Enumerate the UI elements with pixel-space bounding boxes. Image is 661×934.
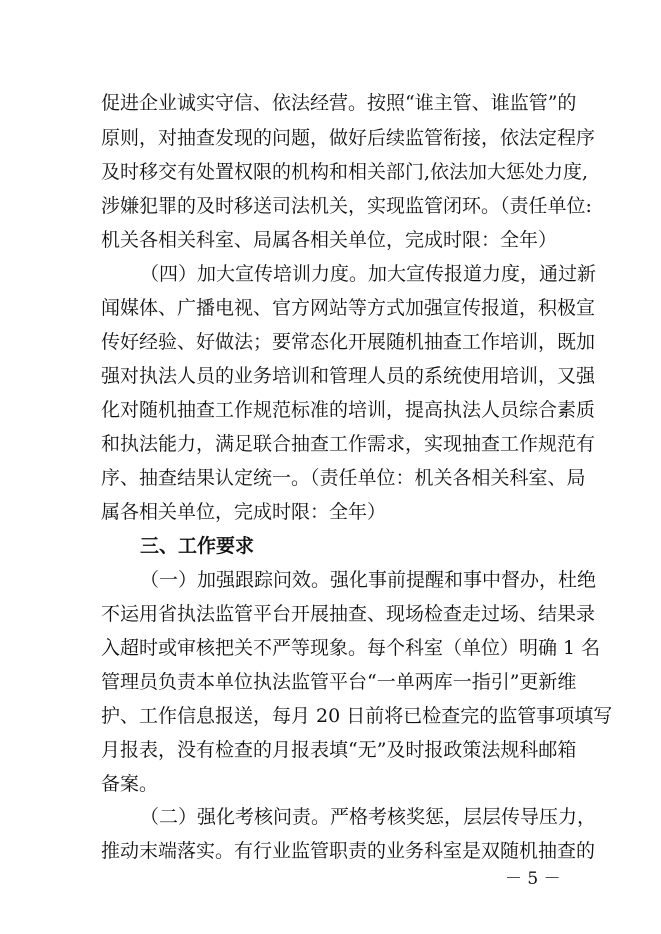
text-line: 备案。 <box>101 773 159 795</box>
paragraph-first-line: （二）强化考核问责。严格考核奖惩，层层传导压力， <box>140 806 597 828</box>
text-line: 强对执法人员的业务培训和管理人员的系统使用培训，又强 <box>101 365 596 387</box>
text-line: 原则，对抽查发现的问题，做好后续监管衔接，依法定程序 <box>101 127 596 149</box>
text-line: 推动末端落实。有行业监管职责的业务科室是双随机抽查的 <box>101 840 596 862</box>
text-line: 和执法能力，满足联合抽查工作需求，实现抽查工作规范有 <box>101 433 596 455</box>
paragraph-first-line: （一）加强跟踪问效。强化事前提醒和事中督办，杜绝 <box>140 569 597 591</box>
text-line: 不运用省执法监管平台开展抽查、现场检查走过场、结果录 <box>101 603 596 625</box>
text-line: 序、抽查结果认定统一。（责任单位：机关各相关科室、局 <box>101 467 586 489</box>
text-line: 属各相关单位，完成时限：全年） <box>101 501 387 523</box>
page-number: － 5 － <box>505 869 561 889</box>
section-heading: 三、工作要求 <box>140 535 255 557</box>
paragraph-first-line: （四）加大宣传培训力度。加大宣传报道力度，通过新 <box>140 263 597 285</box>
text-line: 化对随机抽查工作规范标准的培训，提高执法人员综合素质 <box>101 399 596 421</box>
text-line: 传好经验、好做法；要常态化开展随机抽查工作培训，既加 <box>101 331 596 353</box>
text-line: 闻媒体、广播电视、官方网站等方式加强宣传报道，积极宣 <box>101 297 596 319</box>
text-line: 涉嫌犯罪的及时移送司法机关，实现监管闭环。（责任单位: <box>101 195 592 217</box>
text-line: 月报表，没有检查的月报表填“无”及时报政策法规科邮箱 <box>101 739 577 761</box>
text-line: 护、工作信息报送，每月 20 日前将已检查完的监管事项填写 <box>101 705 613 727</box>
text-line: 机关各相关科室、局属各相关单位，完成时限：全年） <box>101 229 558 251</box>
text-line: 促进企业诚实守信、依法经营。按照“谁主管、谁监管”的 <box>101 92 577 114</box>
text-line: 入超时或审核把关不严等现象。每个科室（单位）明确 1 名 <box>101 637 601 659</box>
text-line: 管理员负责本单位执法监管平台“一单两库一指引”更新维 <box>101 671 577 693</box>
text-line: 及时移交有处置权限的机构和相关部门,依法加大惩处力度, <box>101 161 589 183</box>
